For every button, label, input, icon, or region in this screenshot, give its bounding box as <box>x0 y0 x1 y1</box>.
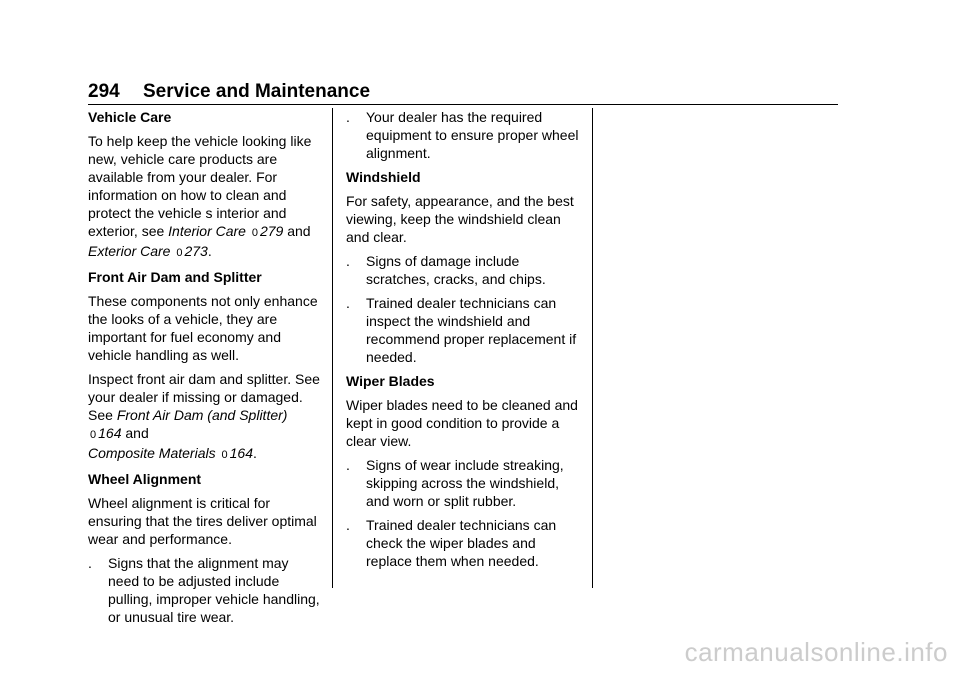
list-item-text: Signs that the alignment may need to be adjusted include pulling, improper vehicle handling, or unusual tire wear. <box>108 555 320 625</box>
air-dam-paragraph-2 <box>88 370 322 464</box>
and-text: and <box>125 425 149 441</box>
list-item <box>346 516 582 570</box>
vehicle-care-text: To help keep the vehicle looking like new, vehicle care products are available from your dealer. For information on how to clean and protect the vehicle s interior and exterior, see <box>88 133 312 239</box>
list-item <box>346 252 582 288</box>
exterior-care-link[interactable]: Exterior Care <box>88 243 171 259</box>
air-dam-paragraph-1: These components not only enhance the looks of a vehicle, they are important for fuel economy and vehicle handling as well. <box>88 293 318 363</box>
page-header <box>88 80 838 105</box>
exterior-care-page[interactable]: 273 <box>184 243 208 259</box>
column-middle <box>346 108 582 576</box>
page-ref-icon: 0 <box>176 247 183 259</box>
bullet-icon: . <box>346 457 350 473</box>
list-item <box>346 456 582 510</box>
interior-care-page[interactable]: 279 <box>259 223 284 239</box>
list-item-text: Trained dealer technicians can check the wiper blades and replace them when needed. <box>366 517 557 569</box>
and-text: and <box>287 223 311 239</box>
front-air-dam-link[interactable]: Front Air Dam (and Splitter) <box>116 407 288 423</box>
list-item-text: Trained dealer technicians can inspect the windshield and recommend proper replacement if needed. <box>366 295 577 365</box>
list-item <box>346 294 582 366</box>
column-left <box>88 108 322 632</box>
vehicle-care-paragraph <box>88 132 322 262</box>
list-item <box>88 554 322 626</box>
interior-care-link[interactable]: Interior Care <box>168 223 246 239</box>
wiper-blades-paragraph: Wiper blades need to be cleaned and kept in good condition to provide a clear view. <box>346 397 578 449</box>
section-title: Service and Maintenance <box>143 81 371 102</box>
list-item <box>346 108 582 162</box>
page-ref-icon: 0 <box>90 429 97 441</box>
bullet-icon: . <box>88 555 92 571</box>
page-ref-icon: 0 <box>221 449 228 461</box>
bullet-icon: . <box>346 517 350 533</box>
page-ref-icon: 0 <box>251 227 258 239</box>
wiper-blades-heading: Wiper Blades <box>346 373 435 389</box>
period: . <box>207 243 212 259</box>
bullet-icon: . <box>346 109 350 125</box>
bullet-icon: . <box>346 253 350 269</box>
front-air-dam-page[interactable]: 164 <box>98 425 122 441</box>
watermark-text: carmanualsonline.info <box>684 637 948 667</box>
column-divider-1 <box>332 108 333 588</box>
air-dam-heading: Front Air Dam and Splitter <box>88 269 262 285</box>
list-item-text: Your dealer has the required equipment to ensure proper wheel alignment. <box>366 109 579 161</box>
air-dam-text: Inspect front air dam and splitter. See your dealer if missing or damaged. See <box>88 371 320 423</box>
composite-materials-link[interactable]: Composite Materials <box>88 445 216 461</box>
period: . <box>252 445 257 461</box>
list-item-text: Signs of wear include streaking, skipping across the windshield, and worn or split rubber. <box>366 457 564 509</box>
composite-materials-page[interactable]: 164 <box>229 445 253 461</box>
wheel-alignment-heading: Wheel Alignment <box>88 471 202 487</box>
vehicle-care-heading: Vehicle Care <box>88 109 172 125</box>
windshield-paragraph: For safety, appearance, and the best viewing, keep the windshield clean and clear. <box>346 193 574 245</box>
bullet-icon: . <box>346 295 350 311</box>
page-number: 294 <box>88 81 120 102</box>
windshield-heading: Windshield <box>346 169 421 185</box>
wheel-alignment-paragraph: Wheel alignment is critical for ensuring that the tires deliver optimal wear and performance. <box>88 495 317 547</box>
column-divider-2 <box>592 108 593 588</box>
list-item-text: Signs of damage include scratches, cracks, and chips. <box>366 253 546 287</box>
